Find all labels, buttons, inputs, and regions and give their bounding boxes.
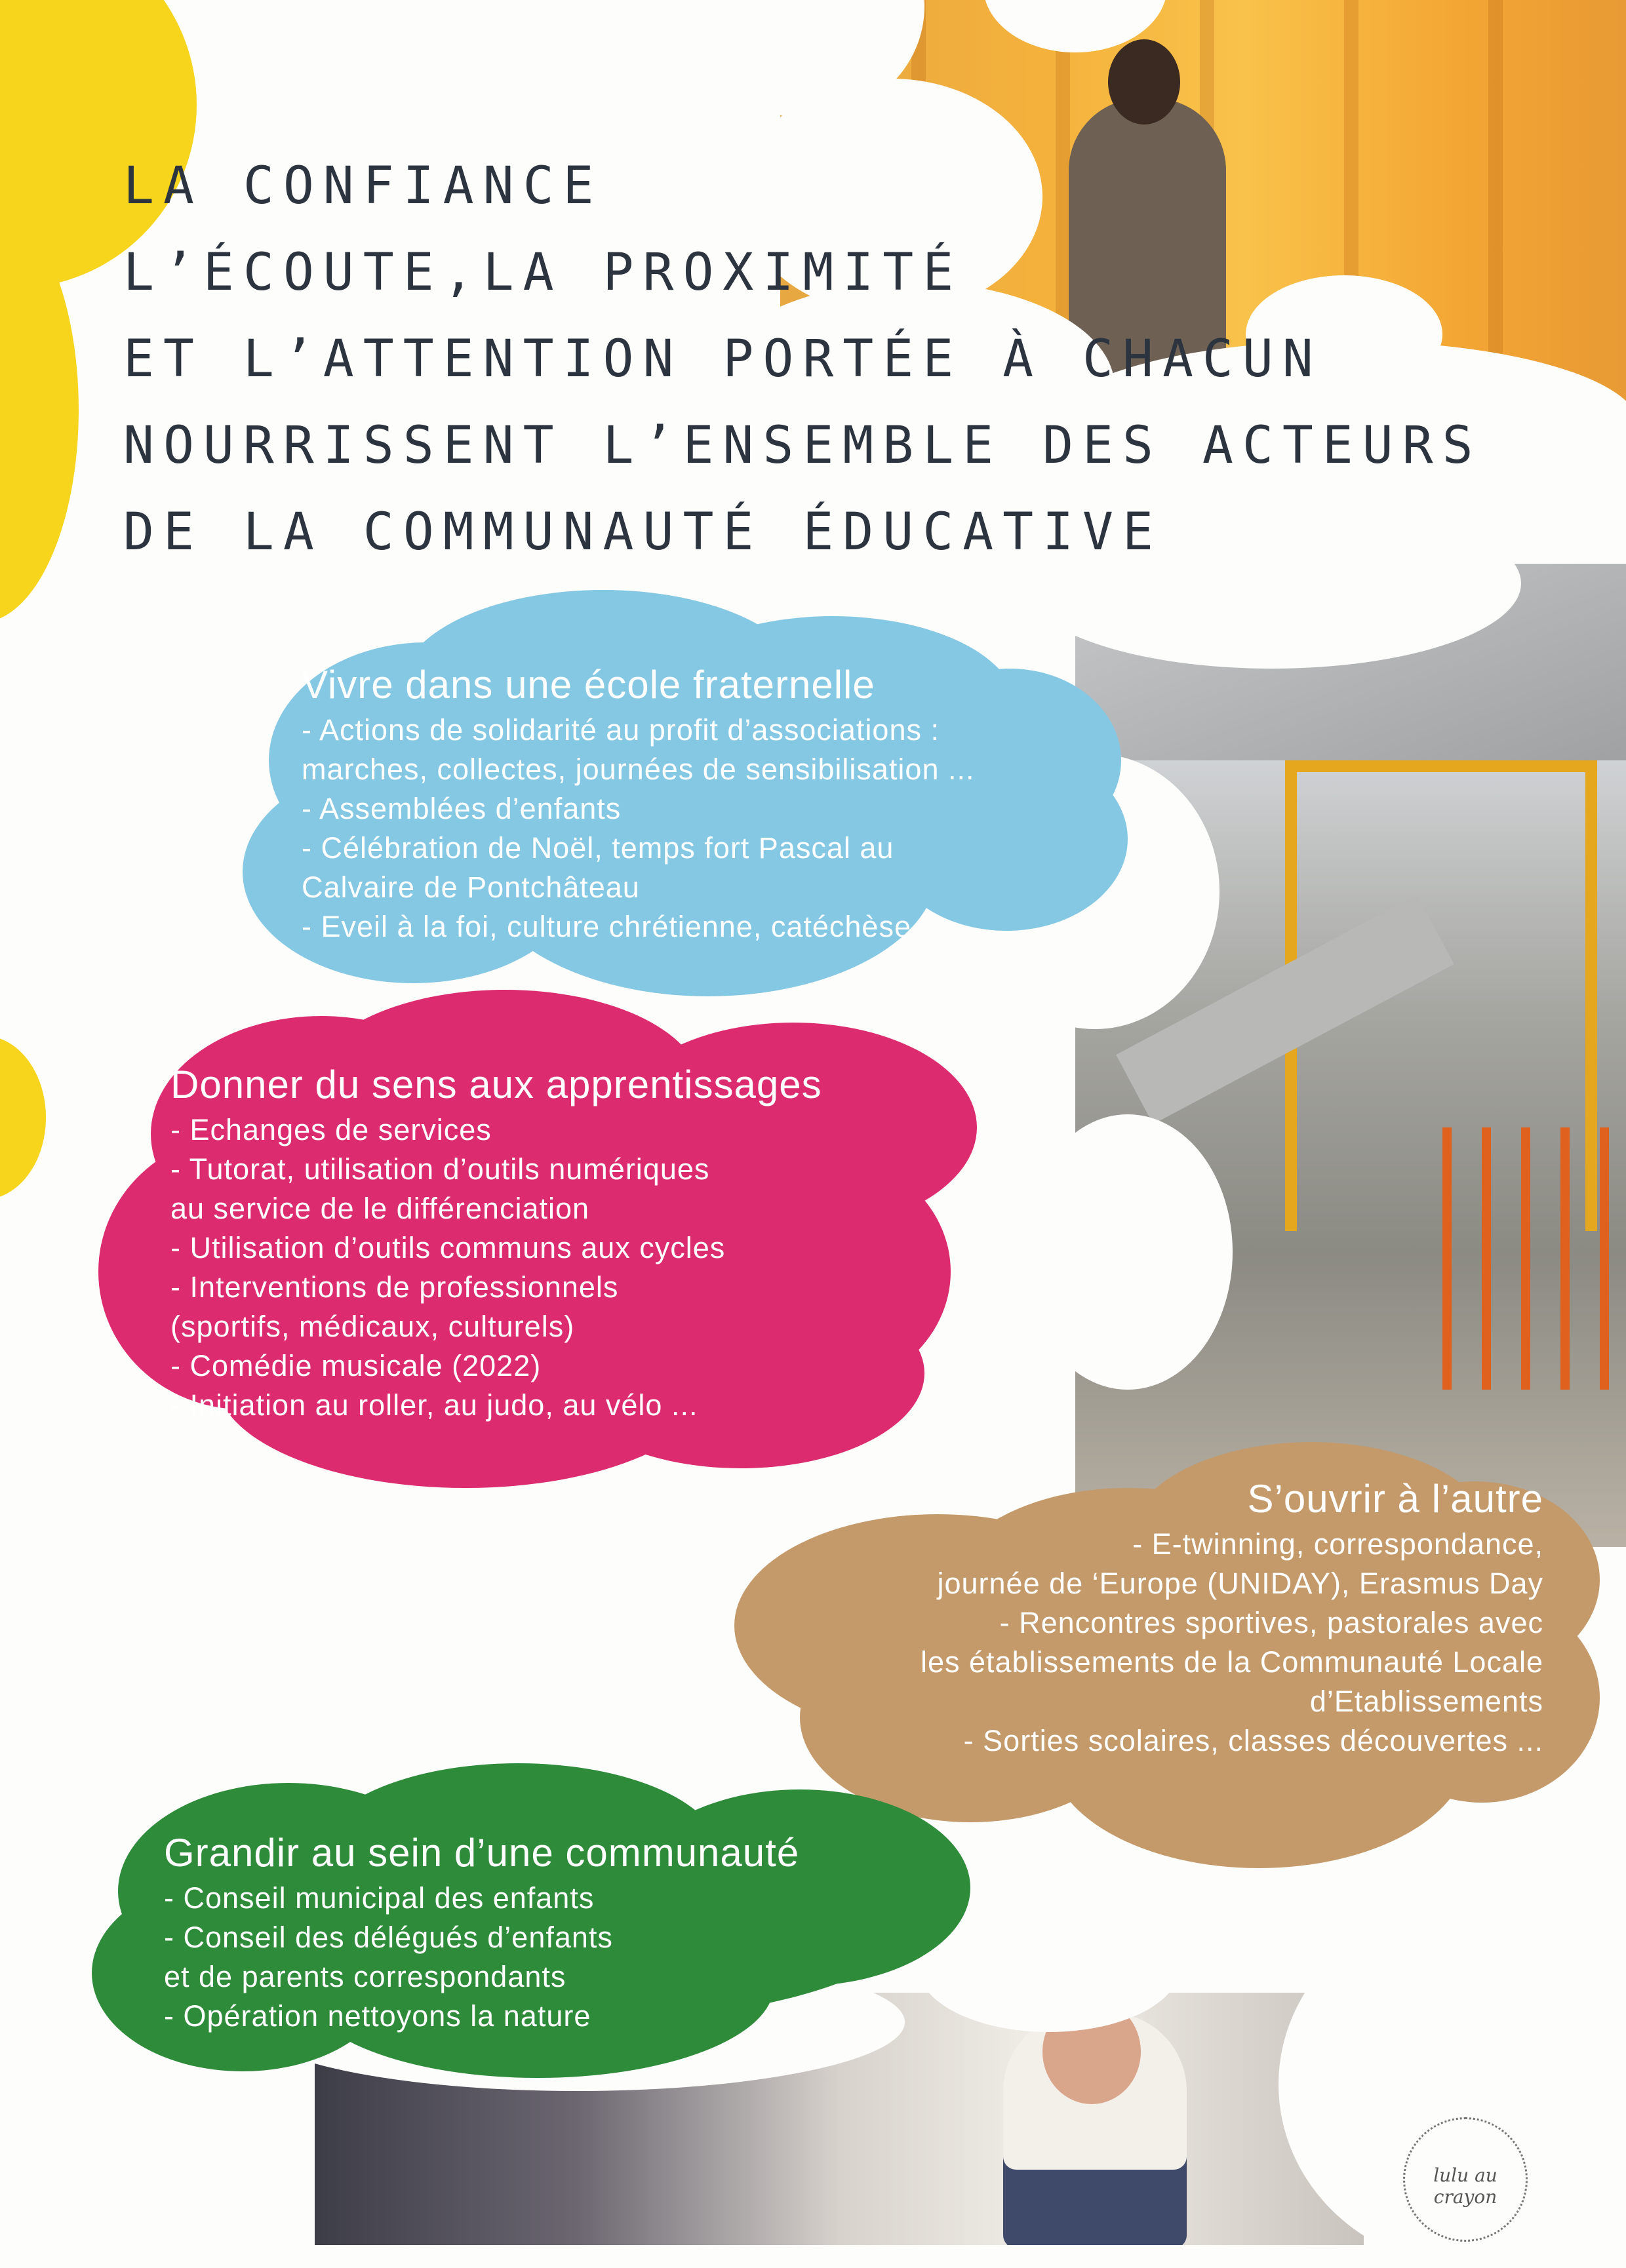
section-item: au service de le différenciation bbox=[170, 1192, 590, 1225]
section-heading: Donner du sens aux apprentissages bbox=[170, 1063, 822, 1106]
section-item: - Opération nettoyons la nature bbox=[164, 1999, 591, 2033]
section-item: - Interventions de professionnels bbox=[170, 1270, 619, 1304]
section-item: - Rencontres sportives, pastorales avec bbox=[999, 1606, 1543, 1639]
section-heading: S’ouvrir à l’autre bbox=[1247, 1477, 1543, 1521]
playground-slide-photo bbox=[1075, 564, 1626, 1547]
title-line: LA CONFIANCE bbox=[123, 157, 603, 216]
section-item: - Sorties scolaires, classes découvertes ... bbox=[963, 1724, 1543, 1757]
section-item: - E-twinning, correspondance, bbox=[1132, 1527, 1543, 1561]
section-item: les établissements de la Communauté Locale bbox=[921, 1645, 1543, 1679]
section-item: - Comédie musicale (2022) bbox=[170, 1349, 542, 1382]
section-item: et de parents correspondants bbox=[164, 1960, 566, 1993]
section-item: - Assemblées d’enfants bbox=[302, 792, 622, 825]
section-item: - Tutorat, utilisation d’outils numériques bbox=[170, 1152, 710, 1186]
section-item: - Initiation au roller, au judo, au vélo ... bbox=[170, 1388, 698, 1422]
cloud-apprentissages bbox=[98, 990, 1003, 1488]
section-heading: Vivre dans une école fraternelle bbox=[302, 663, 875, 707]
section-item: Calvaire de Pontchâteau bbox=[302, 870, 640, 904]
section-item: - Actions de solidarité au profit d’associations : bbox=[302, 713, 940, 747]
section-item: - Utilisation d’outils communs aux cycles bbox=[170, 1231, 726, 1264]
section-item: (sportifs, médicaux, culturels) bbox=[170, 1310, 575, 1343]
section-item: - Conseil municipal des enfants bbox=[164, 1881, 595, 1915]
section-item: - Echanges de services bbox=[170, 1113, 492, 1146]
yellow-blob-low bbox=[0, 1036, 46, 1200]
page-title bbox=[123, 143, 1482, 576]
signature-text: lulu au crayon bbox=[1433, 2164, 1497, 2208]
section-item: marches, collectes, journées de sensibilisation ... bbox=[302, 753, 975, 786]
title-line: NOURRISSENT L’ENSEMBLE DES ACTEURS bbox=[123, 416, 1482, 475]
teacher-head bbox=[1108, 39, 1180, 125]
title-line: DE LA COMMUNAUTÉ ÉDUCATIVE bbox=[123, 503, 1162, 562]
orange-posts bbox=[1442, 1127, 1626, 1390]
title-line: L’ÉCOUTE,LA PROXIMITÉ bbox=[123, 243, 963, 302]
section-heading: Grandir au sein d’une communauté bbox=[164, 1831, 800, 1875]
title-line: ET L’ATTENTION PORTÉE À CHACUN bbox=[123, 330, 1322, 389]
section-item: - Conseil des délégués d’enfants bbox=[164, 1921, 613, 1954]
cloud-communaute bbox=[92, 1763, 983, 2078]
section-item: - Célébration de Noël, temps fort Pascal au bbox=[302, 831, 894, 865]
cloud-fraternelle bbox=[243, 590, 1147, 996]
section-item: - Eveil à la foi, culture chrétienne, catéchèse bbox=[302, 910, 911, 943]
signature-logo bbox=[1403, 2117, 1528, 2242]
section-item: d’Etablissements bbox=[1309, 1685, 1543, 1718]
section-item: journée de ‘Europe (UNIDAY), Erasmus Day bbox=[937, 1567, 1543, 1600]
